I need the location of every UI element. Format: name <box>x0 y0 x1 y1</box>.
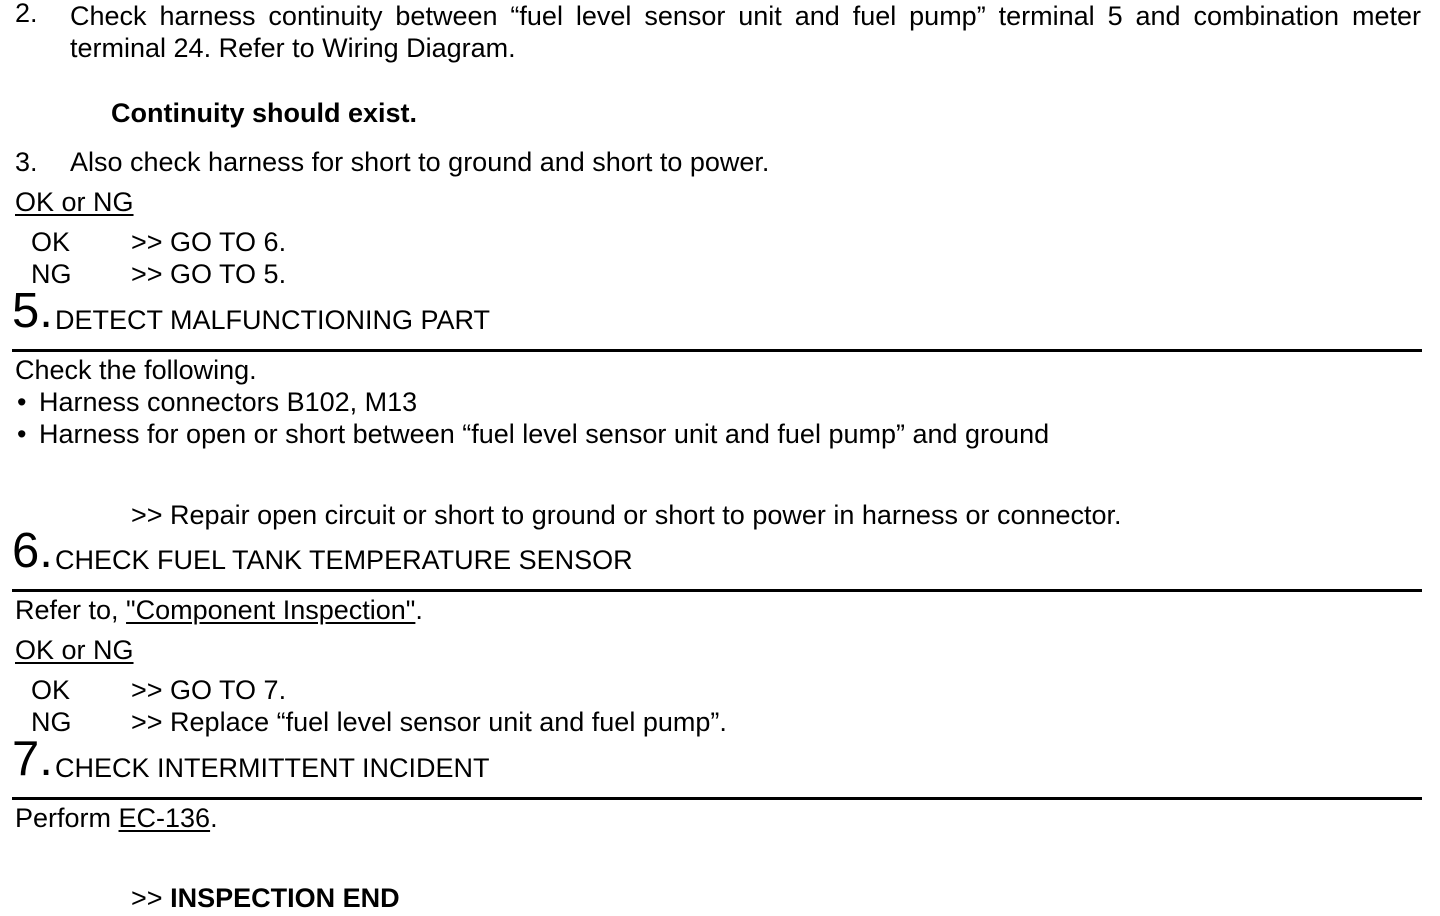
section-5-number: 5. <box>12 284 53 338</box>
bullet: • <box>17 419 27 449</box>
section-6-divider <box>12 589 1422 592</box>
ok-action: >> GO TO 6. <box>131 227 287 257</box>
section-7-title: CHECK INTERMITTENT INCIDENT <box>55 753 490 783</box>
inspection-end <box>131 885 400 912</box>
refer-suffix: . <box>415 595 423 625</box>
ok-or-ng-label: OK or NG <box>15 635 134 665</box>
section-6-number: 6. <box>12 524 53 578</box>
ng-action: >> Replace “fuel level sensor unit and fuel pump”. <box>131 707 727 737</box>
ng-action: >> GO TO 5. <box>131 259 287 289</box>
ok-action: >> GO TO 7. <box>131 675 287 705</box>
continuity-expectation: Continuity should exist. <box>111 98 418 128</box>
perform-suffix: . <box>210 803 218 833</box>
perform-prefix: Perform <box>15 803 119 833</box>
refer-prefix: Refer to, <box>15 595 127 625</box>
bullet: • <box>17 387 27 417</box>
step-2-text: Check harness continuity between “fuel level sensor unit and fuel pump” terminal 5 and combination meter terminal 24. Refer to Wiring Diagram. <box>70 1 1421 63</box>
component-inspection-link[interactable]: "Component Inspection" <box>126 595 416 625</box>
end-arrow: >> <box>131 883 163 913</box>
ok-label: OK <box>31 227 71 257</box>
section-5-intro: Check the following. <box>15 355 257 385</box>
step-3-number: 3. <box>15 147 38 177</box>
inspection-end-label: INSPECTION END <box>170 883 400 913</box>
step-3-text: Also check harness for short to ground and short to power. <box>70 147 770 177</box>
section-7-perform <box>15 805 218 832</box>
ec-136-link[interactable]: EC-136 <box>118 803 211 833</box>
ng-label: NG <box>31 707 72 737</box>
step-2-number: 2. <box>15 0 38 28</box>
section-7-divider <box>12 797 1422 800</box>
list-item: Harness for open or short between “fuel level sensor unit and fuel pump” and ground <box>39 419 1050 449</box>
ng-label: NG <box>31 259 72 289</box>
section-7-number: 7. <box>12 732 53 786</box>
section-5-action: >> Repair open circuit or short to ground or short to power in harness or connector. <box>131 500 1122 530</box>
ok-or-ng-label: OK or NG <box>15 187 134 217</box>
section-6-refer <box>15 597 423 624</box>
section-5-divider <box>12 349 1422 352</box>
ok-label: OK <box>31 675 71 705</box>
list-item: Harness connectors B102, M13 <box>39 387 418 417</box>
section-5-title: DETECT MALFUNCTIONING PART <box>55 305 491 335</box>
section-6-title: CHECK FUEL TANK TEMPERATURE SENSOR <box>55 545 633 575</box>
